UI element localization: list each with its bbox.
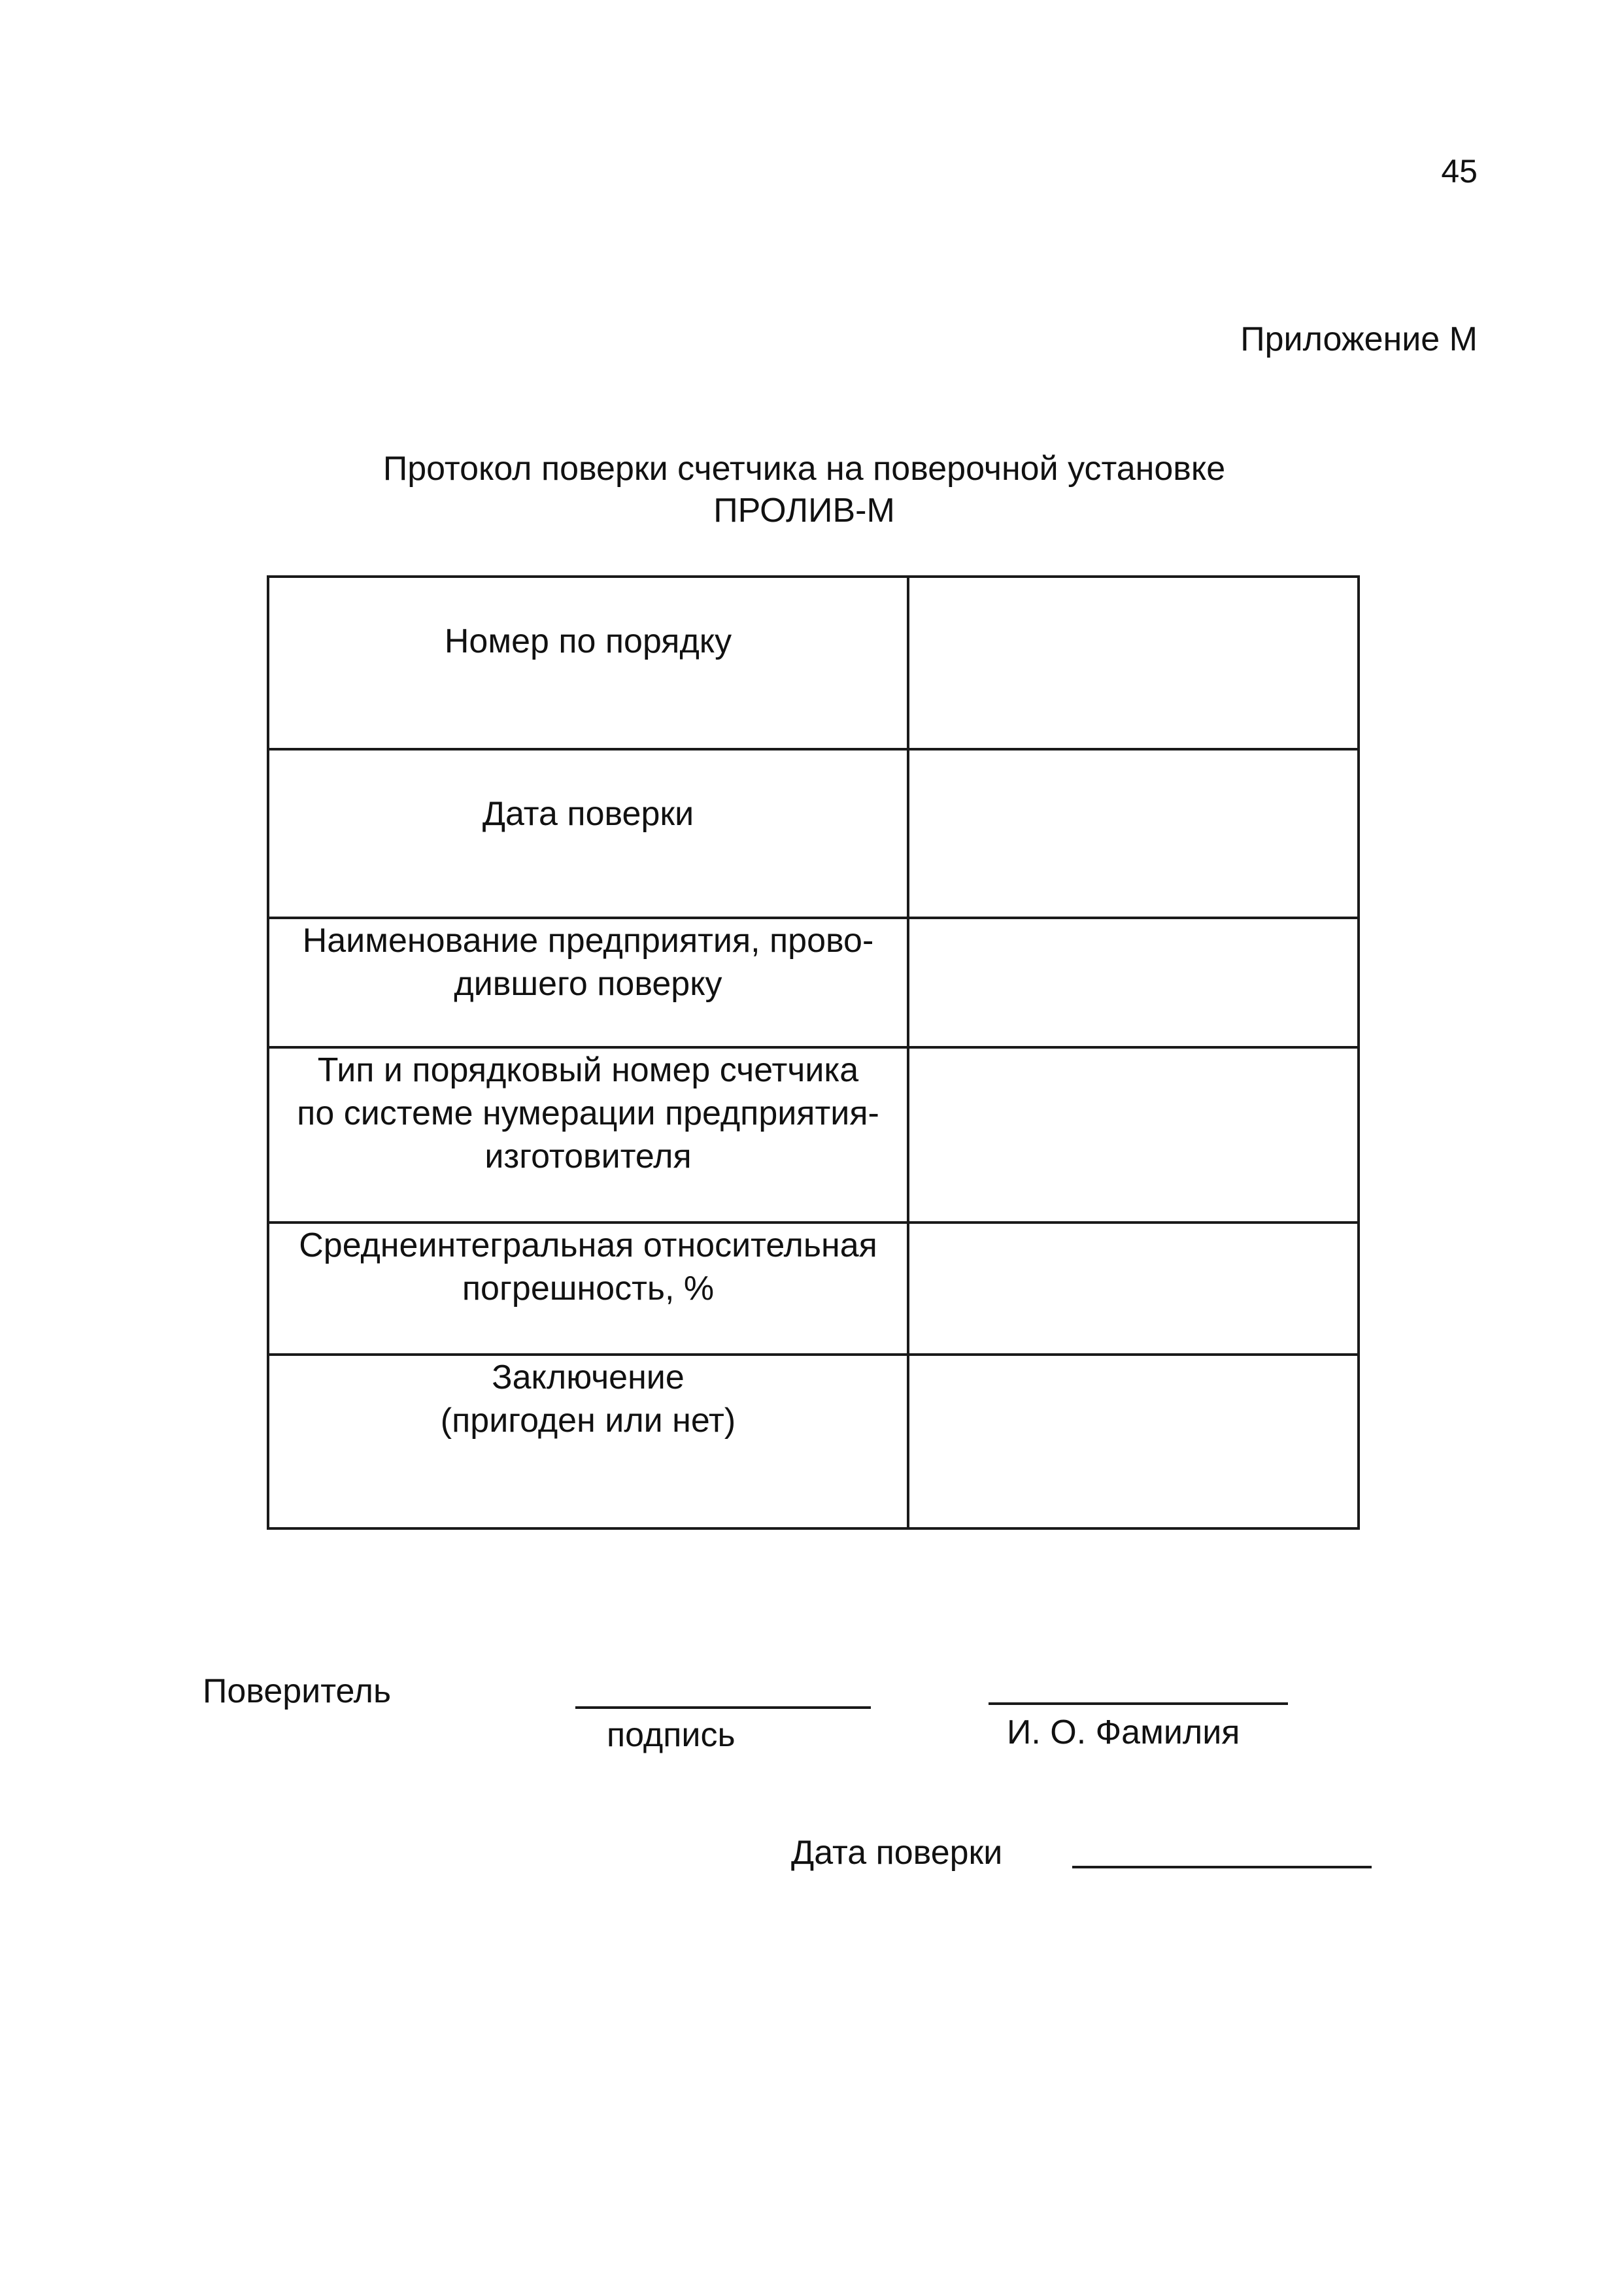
row-value-conclusion[interactable] xyxy=(908,1355,1359,1528)
row-label-line: Дата поверки xyxy=(482,795,694,833)
row-label-meter-type-number xyxy=(268,1047,908,1223)
row-label-line: дившего поверку xyxy=(454,965,722,1003)
table-row xyxy=(268,577,1359,749)
row-label-line: Среднеинтегральная относительная xyxy=(299,1226,877,1264)
row-value-relative-error[interactable] xyxy=(908,1223,1359,1355)
protocol-table xyxy=(267,575,1360,1530)
page-number: 45 xyxy=(1441,153,1478,190)
row-label-line: по системе нумерации предприятия- xyxy=(297,1094,879,1132)
table-row xyxy=(268,1223,1359,1355)
table-row xyxy=(268,1047,1359,1223)
signature-line[interactable] xyxy=(575,1706,871,1709)
name-caption: И. О. Фамилия xyxy=(1007,1713,1240,1751)
table-row xyxy=(268,749,1359,918)
row-label-line: Заключение xyxy=(492,1358,685,1396)
date-line[interactable] xyxy=(1072,1866,1372,1868)
row-label-line: погрешность, % xyxy=(462,1270,715,1307)
table-row xyxy=(268,918,1359,1047)
row-label-line: изготовителя xyxy=(484,1138,692,1175)
row-value-verification-date[interactable] xyxy=(908,749,1359,918)
title-line-2: ПРОЛИВ-М xyxy=(713,492,895,530)
appendix-label: Приложение М xyxy=(1240,320,1478,358)
row-label-serial-number xyxy=(268,577,908,749)
row-label-organization xyxy=(268,918,908,1047)
document-title xyxy=(262,448,1347,531)
signature-caption: подпись xyxy=(607,1716,736,1754)
date-label: Дата поверки xyxy=(791,1834,1003,1872)
row-label-verification-date xyxy=(268,749,908,918)
row-label-relative-error xyxy=(268,1223,908,1355)
row-label-line: Наименование предприятия, прово- xyxy=(302,922,874,960)
title-line-1: Протокол поверки счетчика на поверочной установке xyxy=(382,450,1226,488)
table-row xyxy=(268,1355,1359,1528)
signer-label: Поверитель xyxy=(203,1672,392,1710)
row-label-conclusion xyxy=(268,1355,908,1528)
row-label-line: Номер по порядку xyxy=(444,622,732,660)
row-label-line: (пригоден или нет) xyxy=(440,1402,736,1440)
row-value-organization[interactable] xyxy=(908,918,1359,1047)
row-value-serial-number[interactable] xyxy=(908,577,1359,749)
row-value-meter-type-number[interactable] xyxy=(908,1047,1359,1223)
row-label-line: Тип и порядковый номер счетчика xyxy=(317,1051,859,1089)
name-line[interactable] xyxy=(989,1702,1288,1705)
